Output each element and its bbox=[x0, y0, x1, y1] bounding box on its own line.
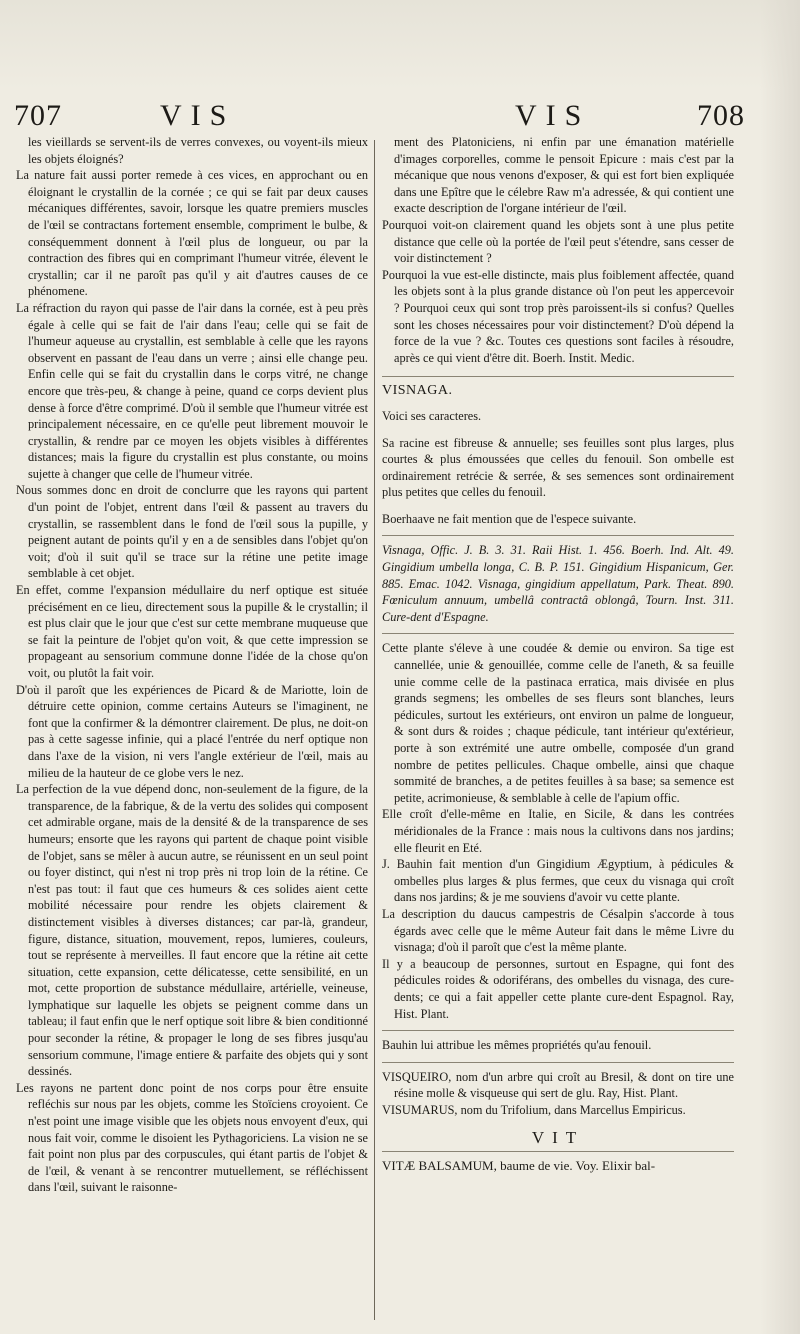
right-page-number: 708 bbox=[697, 99, 745, 132]
right-running-head: VIS bbox=[515, 99, 591, 132]
paragraph-perfection: La perfection de la vue dépend donc, non-seulement de la figure, de la transparence, de la fabrique, & de la vertu des solides qui composent cet admirable organe, mais de la densité & de la transparence de ses humeurs; ensorte que les rayons qui partent de chaque point visible de l'objet, sans se mêler à aucun autre, se réunissent en un seul point ou foyer distinct, qui n'est ni trop près ni trop loin de la rétine. Ce n'est pas tout: il faut que ces humeurs & ces solides aient cette mobilité nécessaire pour rendre les objets clairement & distinctement visibles à diverses distances; car par-là, grandeur, figure, distance, situation, mouvement, repos, lumieres, couleurs, tout se représente à merveilles. Il faut encore que la rétine ait cette situation, cette expansion, cette délicatesse, cette sensibilité, en un mot, cette proportion de substance médullaire, artérielle, veineuse, lymphatique sur laquelle les objets se peignent comme dans un tableau; il faut enfin que le nerf optique soit libre & bien conditionné pour seconder la rétine, & propager le long de ses fibres jusqu'au sensorium commune, l'image entiere & parfaite des objets qui y sont dessinés. bbox=[16, 782, 368, 1079]
left-page-number: 707 bbox=[14, 99, 62, 132]
question-clear-vision: Pourquoi voit-on clairement quand les objets sont à une plus petite distance que celle où la portée de l'œil peut s'étendre, sans cesser de voir distinctement ? bbox=[382, 217, 734, 266]
page-shadow-right bbox=[760, 0, 800, 1334]
right-column bbox=[382, 134, 734, 1175]
bauhin-properties-note: Bauhin lui attribue les mêmes propriétés qu'au fenouil. bbox=[382, 1030, 734, 1054]
daucus-description: La description du daucus campestris de Césalpin s'accorde à tous égards avec celle que le même Auteur fait dans le même Livre du visnaga; d'où il paroît que c'est la même plante. bbox=[382, 906, 734, 955]
paragraph-optic-nerve: En effet, comme l'expansion médullaire du nerf optique est située précisément en ce lieu, directement sous la pupille & le crystallin; il est plus clair que le jour que c'est sur cette membrane muqueuse que se fait la peinture de l'objet qu'on voit, & que cette impression se propageant au sensorium commune donne l'idée de la chose qu'on voit, ou plutôt la fait voir. bbox=[16, 583, 368, 680]
column-divider bbox=[374, 140, 375, 1320]
question-distinct-vision: Pourquoi la vue est-elle distincte, mais plus foiblement affectée, quand les objets sont à la plus grande distance où l'on peut les appercevoir ? Pourquoi ceux qui sont trop près paroissent-ils si confus? Quelles sont les choses nécessaires pour voir distinctement? D'où dépend la force de la vue ? &c. Toutes ces questions sont faciles à résoudre, après ce qui vient d'être dit. Boerh. Instit. Medic. bbox=[382, 267, 734, 365]
bauhin-mention: J. Bauhin fait mention d'un Gingidium Ægyptium, à pédicules & ombelles plus larges & plus fermes, que ceux du visnaga qui croît dans nos jardins; & je me souviens d'avoir vu cette plante. bbox=[382, 857, 734, 905]
paragraph-conclusion: Nous sommes donc en droit de conclurre que les rayons qui partent d'un point de l'objet, entrent dans l'œil & passent au travers du crystallin, se rassemblent dans le fond de l'œil sous la pupille, y peignent autant de points qu'il y en a de sensibles dans l'objet qu'on voit; d'où il suit qu'il se trace sur la rétine une petite image semblable à cet objet. bbox=[16, 483, 368, 581]
entry-visqueiro: VISQUEIRO, nom d'un arbre qui croît au Bresil, & dont on tire une résine molle & visqueuse qui sert de glu. Ray, Hist. Plant. bbox=[382, 1062, 734, 1102]
paragraph-continued: les vieillards se servent-ils de verres convexes, ou voyent-ils mieux les objets éloignés? bbox=[28, 135, 368, 166]
visnaga-characters: Sa racine est fibreuse & annuelle; ses feuilles sont plus larges, plus courtes & plus émoussées que celles du fenouil. Son ombelle est ordinairement retrécie & serrée, & ses semences sont ordinairement plus petites que celles du fenouil. bbox=[382, 435, 734, 500]
visnaga-intro: Voici ses caracteres. bbox=[382, 408, 482, 423]
section-heading-vit: VIT bbox=[531, 1128, 585, 1148]
paragraph-continuation: ment des Platoniciens, ni enfin par une émanation matérielle d'images corporelles, comme le pensoit Epicure : mais c'est par la mécanique que nous venons d'exposer, & qui est fort bien expliquée dans une Epître que le célebre Raw m'a adressée, & qui contient une exacte description de l'organe intérieur de l'œil. bbox=[394, 135, 734, 216]
paragraph-remedy: La nature fait aussi porter remede à ces vices, en approchant ou en éloignant le crystallin de la cornée ; ce qui se fait par deux causes mécaniques différentes, savoir, lorsque les quatre premiers muscles de l'œil se contractans fortement ensemble, compriment le bulbe, & conséquemment donnent à l'œil plus de longueur, ou par la contraction des fibres qui en comprimant l'humeur vitrée, élevent le crystallin; car il ne paroît pas qu'il y ait d'autres causes de ce phénomene. bbox=[16, 168, 368, 299]
visnaga-description: Cette plante s'éleve à une coudée & demie ou environ. Sa tige est cannellée, unie & genouillée, comme celle de l'aneth, & sa feuille unie comme celle de la pastinaca erratica, mais divisée en plus grands segmens; les ombelles de ses fleurs sont blanches, leurs pédicules, surtout les extérieurs, ont environ un palme de longueur, & sont durs & roides ; chaque pédicule, tant intérieur qu'extérieur, porte à son extrémité une autre ombelle, composée d'un grand nombre de petites pellicules. Chaque ombelle, ainsi que chaque sommité de branches, a de petites feuilles à sa base; sa semence est petite, acrimonieuse, & semblable à celle de l'apium offic. bbox=[382, 633, 734, 806]
visnaga-synonyms: Visnaga, Offic. J. B. 3. 31. Raii Hist. 1. 456. Boerh. Ind. Alt. 49. Gingidium umbella longa, C. B. P. 151. Gingidium Hispanicum, Ger. 885. Emac. 1042. Visnaga, gingidium appellatum, Park. Theat. 890. Fœniculum annuum, umbellâ contractâ oblongâ, Tourn. Inst. 311. Cure-dent d'Espagne. bbox=[382, 535, 734, 625]
left-running-head: VIS bbox=[160, 99, 236, 132]
boerhaave-note: Boerhaave ne fait mention que de l'espece suivante. bbox=[382, 511, 637, 526]
entry-visumarus: VISUMARUS, nom du Trifolium, dans Marcellus Empiricus. bbox=[382, 1102, 686, 1117]
entry-heading-visnaga: VISNAGA. bbox=[382, 376, 734, 400]
entry-vitae-balsamum: VITÆ BALSAMUM, baume de vie. Voy. Elixir bal- bbox=[382, 1151, 734, 1175]
toothpick-use: Il y a beaucoup de personnes, surtout en Espagne, qui font des pédicules roides & odoriférans, des ombelles du visnaga, des cure-dents; ce qui a fait appeller cette plante cure-dent Espagnol. Ray, Hist. Plant. bbox=[382, 956, 734, 1021]
paragraph-experiments: D'où il paroît que les expériences de Picard & de Mariotte, loin de détruire cette opinion, comme certains Auteurs se l'imaginent, ne font que la confirmer & la démontrer clairement. De plus, ne doit-on pas à cette sagesse infinie, qui a placé l'entrée du nerf optique non dans l'axe de la vision, ni vers l'angle extérieur de l'œil, mais au milieu de la hauteur de ce globe vers le nez. bbox=[16, 682, 368, 780]
paragraph-refraction: La réfraction du rayon qui passe de l'air dans la cornée, est à peu près égale à celle qui se fait de l'air dans l'eau; celle qui se fait de l'humeur aqueuse au crystallin, est semblable à celle que les rayons observent en passant de l'eau dans un verre ; ainsi elle change peu. Enfin celle qui se fait du crystallin dans le corps vitré, ne change encore que très-peu, & change à peine, quand ce corps devient plus dense à force d'être comprimé. D'où il semble que l'humeur vitrée est principalement nécessaire, en ce qu'elle peut librement mouvoir le crystallin, & rendre par ce moyen les objets visibles à différentes distances; mais la figure du crystallin est plus constante, ou moins sujette à changer que celle de l'humeur vitrée. bbox=[16, 300, 368, 481]
page-shadow-top bbox=[0, 0, 800, 90]
visnaga-habitat: Elle croît d'elle-même en Italie, en Sicile, & dans les contrées méridionales de la France : mais nous la cultivons dans nos jardins; elle fleurit en Eté. bbox=[382, 807, 734, 855]
paragraph-rays: Les rayons ne partent donc point de nos corps pour être ensuite refléchis sur nous par les objets, comme les Stoïciens croyoient. Ce n'est point une image visible que les objets nous envoyent d'eux, qui nous fait voir, comme le disoient les Pythagoriciens. La vision ne se fait point non plus par des corpuscules, qui étant partis de l'objet & de l'œil, & venant à se rencontrer mutuellement, se réfléchissent dans l'œil, suivant le raisonne- bbox=[16, 1080, 368, 1195]
left-column bbox=[16, 134, 368, 1196]
